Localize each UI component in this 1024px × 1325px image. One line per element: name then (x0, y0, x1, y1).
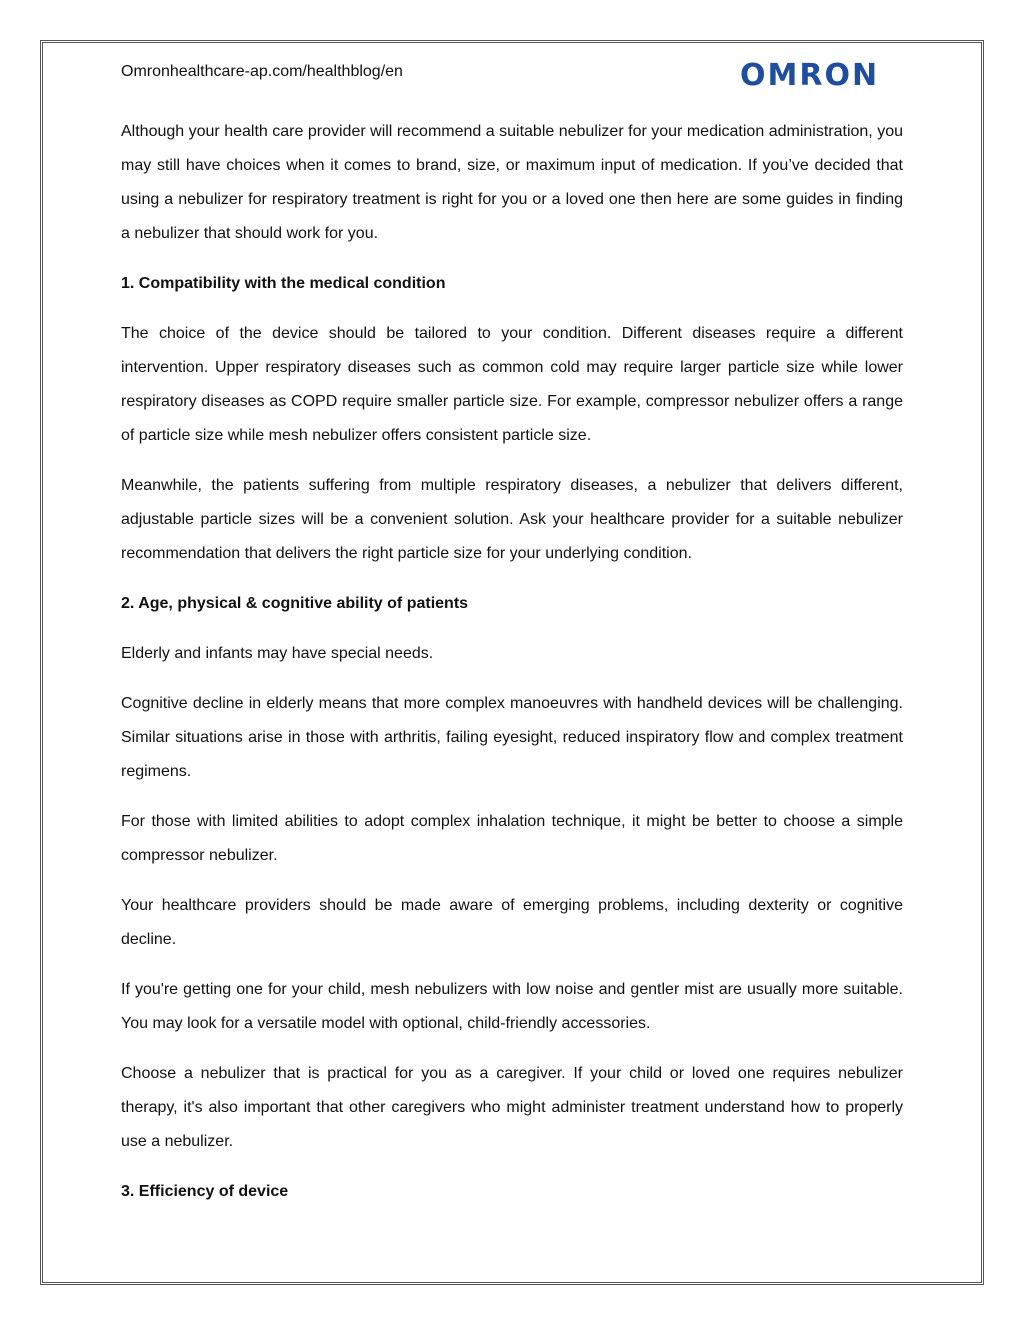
intro-paragraph: Although your health care provider will recommend a suitable nebulizer for your medication administration, you may still have choices when it comes to brand, size, or maximum input of medication. If you’ve decided that using a nebulizer for respiratory treatment is right for you or a loved one then here are some guides in finding a nebulizer that should work for you. (121, 123, 903, 242)
omron-logo: OMRON (740, 58, 880, 93)
paragraph-condition: The choice of the device should be tailored to your condition. Different diseases require a different intervention. Upper respiratory diseases such as common cold may require larger particle size while lower respiratory diseases as COPD require smaller particle size. For example, compressor nebulizer offers a range of particle size while mesh nebulizer offers consistent particle size. (121, 325, 903, 444)
article-body (121, 115, 903, 1225)
section-heading-age: 2. Age, physical & cognitive ability of patients (121, 595, 469, 612)
paragraph-cognitive-decline: Cognitive decline in elderly means that more complex manoeuvres with handheld devices will be challenging. Similar situations arise in those with arthritis, failing eyesight, reduced inspiratory flow and complex treatment regimens. (121, 695, 903, 780)
paragraph-limited-abilities: For those with limited abilities to adopt complex inhalation technique, it might be better to choose a simple compressor nebulizer. (121, 813, 903, 864)
section-heading-compatibility: 1. Compatibility with the medical condition (121, 275, 446, 292)
source-url: Omronhealthcare-ap.com/healthblog/en (121, 63, 403, 80)
paragraph-caregiver: Choose a nebulizer that is practical for you as a caregiver. If your child or loved one requires nebulizer therapy, it's also important that other caregivers who might administer treatment understand how to properly use a nebulizer. (121, 1065, 903, 1150)
paragraph-providers-aware: Your healthcare providers should be made aware of emerging problems, including dexterity or cognitive decline. (121, 897, 903, 948)
paragraph-special-needs: Elderly and infants may have special needs. (121, 645, 434, 662)
paragraph-child: If you're getting one for your child, mesh nebulizers with low noise and gentler mist are usually more suitable. You may look for a versatile model with optional, child-friendly accessories. (121, 981, 903, 1032)
paragraph-multiple-diseases: Meanwhile, the patients suffering from multiple respiratory diseases, a nebulizer that delivers different, adjustable particle sizes will be a convenient solution. Ask your healthcare provider for a suitable nebulizer recommendation that delivers the right particle size for your underlying condition. (121, 477, 903, 562)
section-heading-efficiency: 3. Efficiency of device (121, 1183, 289, 1200)
